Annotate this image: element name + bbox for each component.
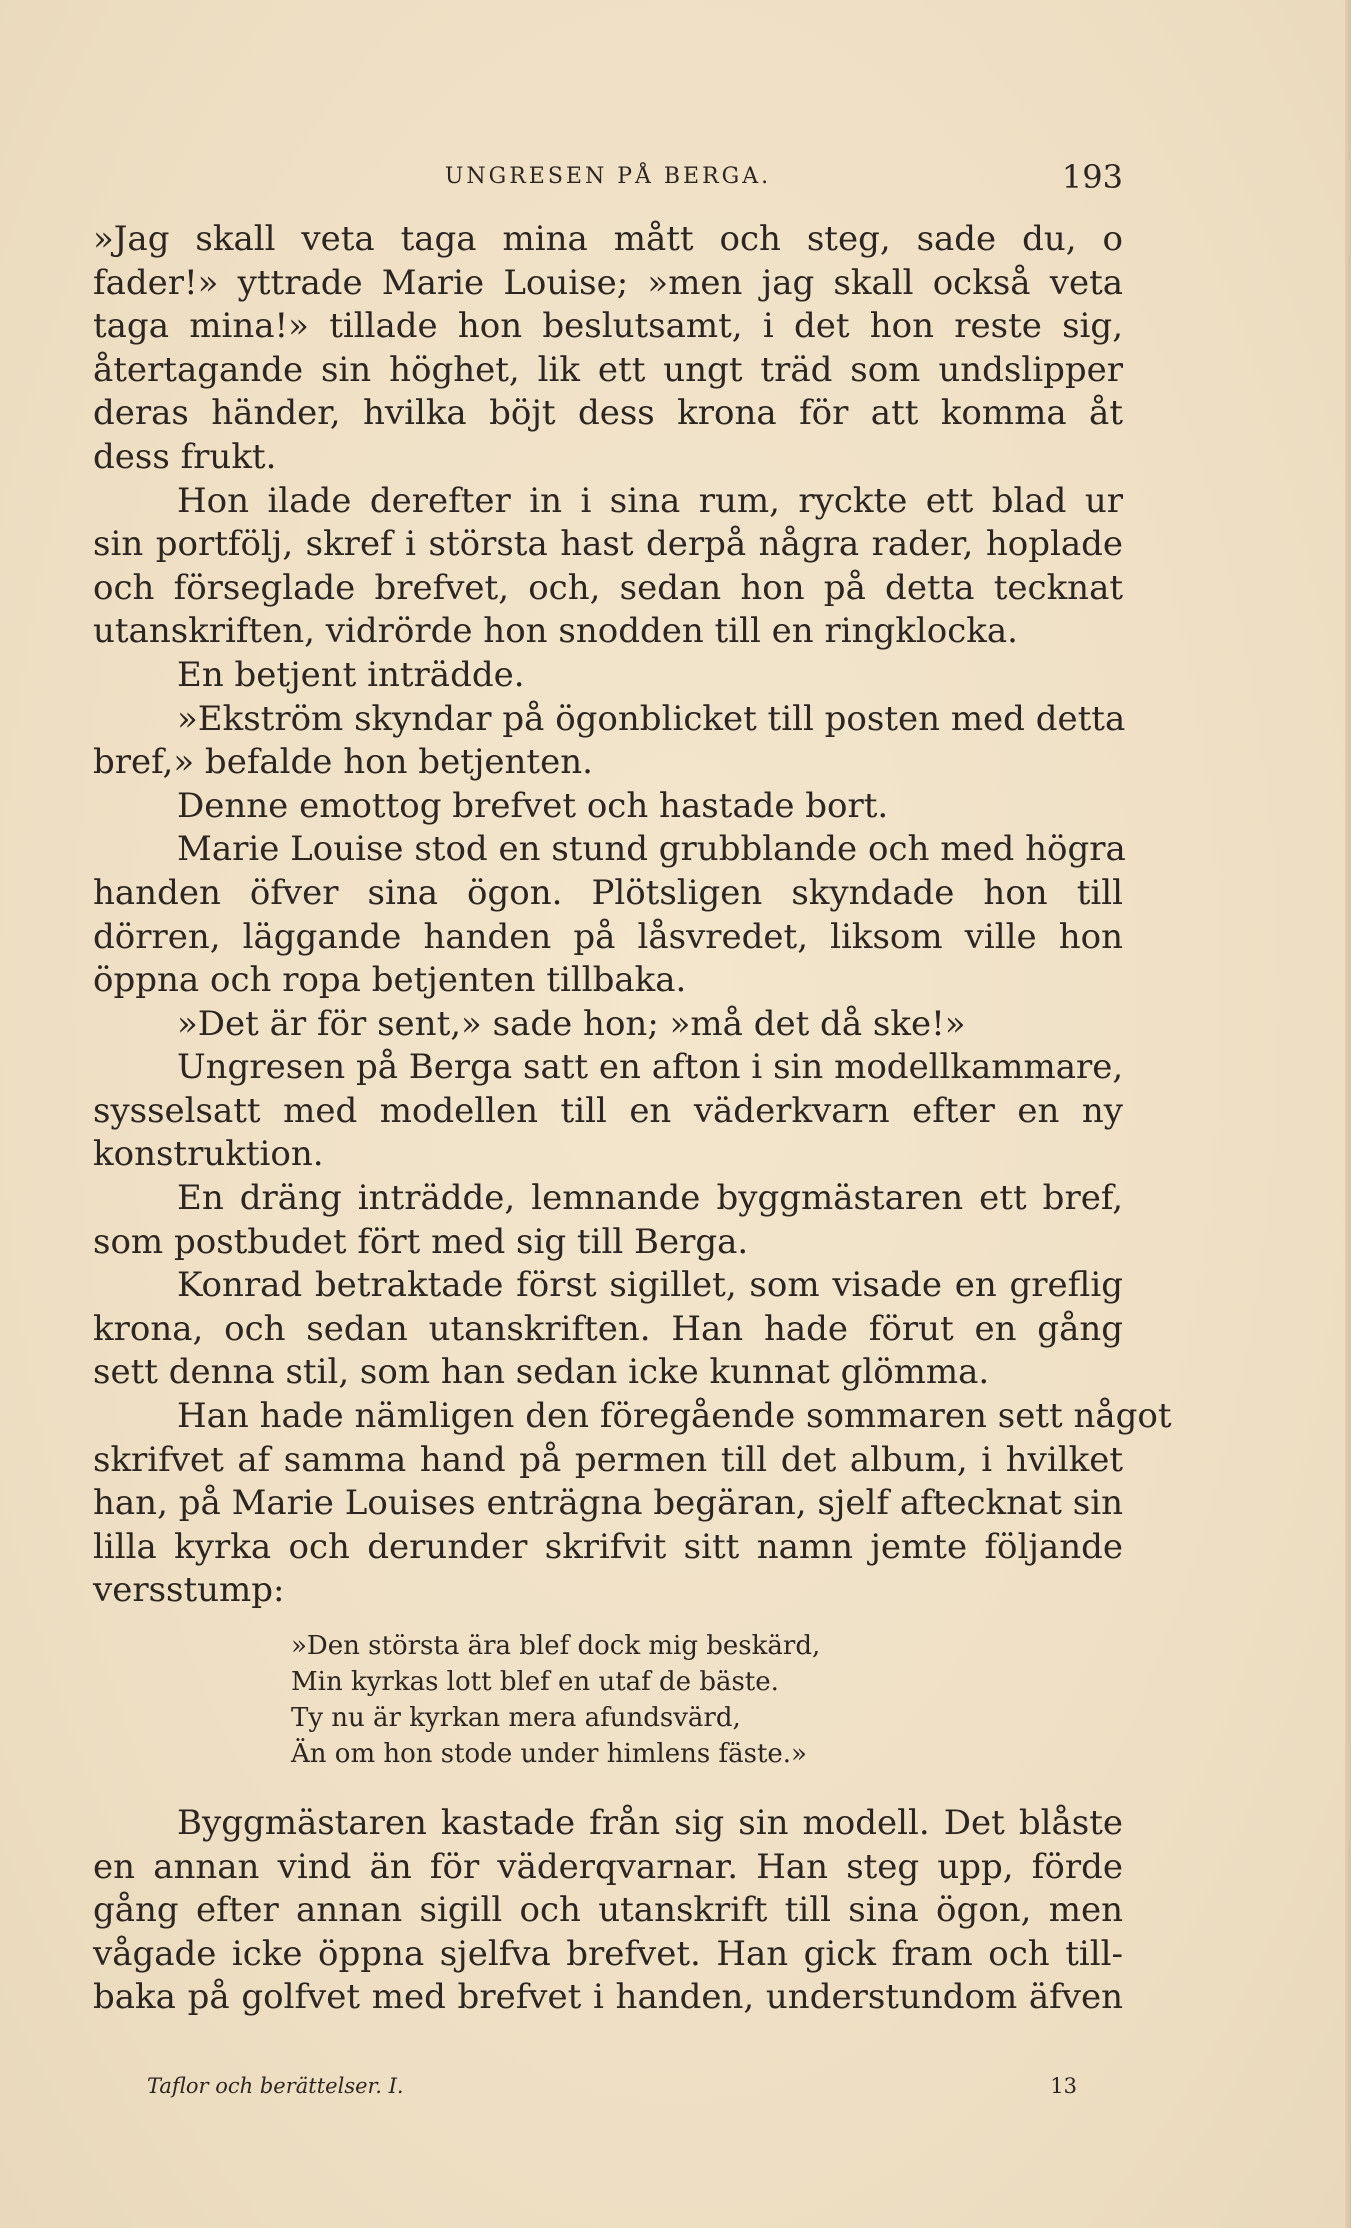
verse-block	[291, 1628, 911, 1772]
text-line: sett denna stil, som han sedan icke kunnat glömma.	[93, 1352, 990, 1393]
text-line: han, på Marie Louises enträgna begäran, sjelf aftecknat sin	[93, 1483, 1123, 1524]
verse-line: »Den största ära blef dock mig beskärd,	[291, 1631, 821, 1661]
text-line: dess frukt.	[93, 436, 277, 477]
text-line: dörren, läggande handen på låsvredet, liksom ville hon	[93, 916, 1123, 957]
text-line: som postbudet fört med sig till Berga.	[93, 1221, 749, 1262]
text-line: deras händer, hvilka böjt dess krona för att komma åt	[93, 393, 1123, 434]
text-line: öppna och ropa betjenten tillbaka.	[93, 960, 687, 1001]
text-line: Marie Louise stod en stund grubblande och med högra	[177, 829, 1126, 870]
body-text	[93, 218, 1172, 1613]
text-line: skrifvet af samma hand på permen till det album, i hvilket	[93, 1439, 1123, 1480]
text-line: gång efter annan sigill och utanskrift till sina ögon, men	[93, 1890, 1123, 1931]
running-head	[93, 158, 1123, 198]
signature-mark: 13	[1050, 2074, 1077, 2098]
text-line: återtagande sin höghet, lik ett ungt träd som undslipper	[93, 349, 1123, 390]
signature-line	[147, 2074, 404, 2098]
text-line: »Ekström skyndar på ögonblicket till posten med detta	[177, 698, 1126, 739]
text-line: en annan vind än för väderqvarnar. Han steg upp, förde	[93, 1846, 1123, 1887]
verse-line: Än om hon stode under himlens fäste.»	[291, 1739, 807, 1769]
text-line: Konrad betraktade först sigillet, som visade en greflig	[177, 1265, 1123, 1306]
verse-line: Min kyrkas lott blef en utaf de bäste.	[291, 1667, 779, 1697]
running-title: UNGRESEN PÅ BERGA.	[444, 164, 772, 189]
signature-title: Taflor och berättelser.	[147, 2074, 382, 2098]
verse-line: Ty nu är kyrkan mera afundsvärd,	[291, 1703, 741, 1733]
text-line: versstump:	[93, 1570, 285, 1611]
text-line: »Jag skall veta taga mina mått och steg, sade du, o	[93, 219, 1123, 259]
text-line: bref,» befalde hon betjenten.	[93, 742, 593, 783]
page-edge	[1345, 0, 1351, 2228]
text-line: »Det är för sent,» sade hon; »må det då ske!»	[177, 1003, 966, 1044]
text-line: handen öfver sina ögon. Plötsligen skyndade hon till	[93, 872, 1123, 913]
text-line: Han hade nämligen den föregående sommaren sett något	[177, 1396, 1172, 1437]
page-number: 193	[1061, 158, 1123, 196]
signature-volume: I.	[388, 2074, 404, 2098]
text-line: lilla kyrka och derunder skrifvit sitt namn jemte följande	[93, 1526, 1123, 1567]
text-line: utanskriften, vidrörde hon snodden till en ringklocka.	[93, 611, 1018, 652]
text-line: vågade icke öppna sjelfva brefvet. Han gick fram och till-	[93, 1933, 1123, 1974]
text-line: taga mina!» tillade hon beslutsamt, i det hon reste sig,	[93, 306, 1123, 347]
text-line: En dräng inträdde, lemnande byggmästaren ett bref,	[177, 1178, 1123, 1219]
body-text-continued	[93, 1802, 1123, 2020]
text-line: konstruktion.	[93, 1134, 324, 1175]
text-line: och förseglade brefvet, och, sedan hon på detta tecknat	[93, 567, 1123, 608]
text-line: krona, och sedan utanskriften. Han hade förut en gång	[93, 1308, 1123, 1349]
text-line: fader!» yttrade Marie Louise; »men jag skall också veta	[93, 262, 1123, 303]
text-line: sin portfölj, skref i största hast derpå några rader, hoplade	[93, 524, 1123, 565]
text-line: baka på golfvet med brefvet i handen, understundom äfven	[93, 1977, 1123, 2018]
text-line: Denne emottog brefvet och hastade bort.	[177, 785, 889, 826]
text-line: sysselsatt med modellen till en väderkvarn efter en ny	[93, 1090, 1123, 1131]
text-line: En betjent inträdde.	[177, 654, 525, 695]
text-line: Ungresen på Berga satt en afton i sin modellkammare,	[177, 1047, 1124, 1088]
text-line: Byggmästaren kastade från sig sin modell. Det blåste	[177, 1803, 1123, 1843]
text-line: Hon ilade derefter in i sina rum, ryckte ett blad ur	[177, 480, 1123, 521]
page-footer	[147, 2074, 1077, 2104]
